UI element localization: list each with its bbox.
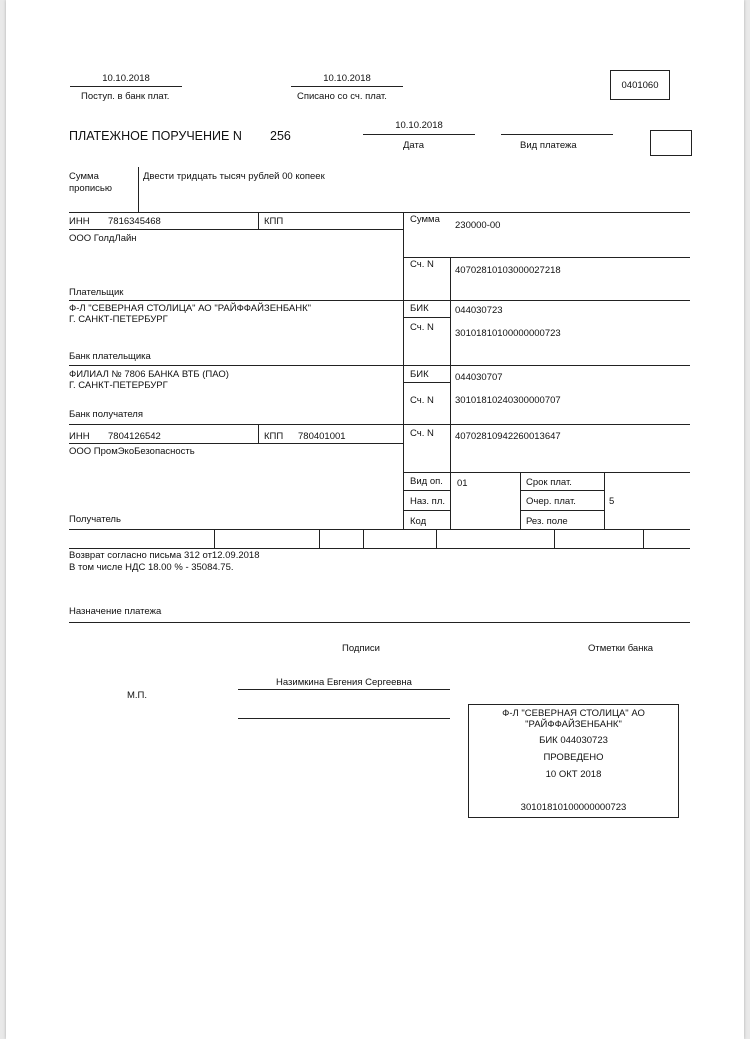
payer-bank-bik-label: БИК xyxy=(410,303,429,314)
payer-sum-label: Сумма xyxy=(410,214,440,225)
amount-words-label-2: прописью xyxy=(69,183,112,194)
bank-stamp-date: 10 ОКТ 2018 xyxy=(545,769,602,780)
signature-line-1 xyxy=(238,689,450,690)
purpose-label: Назначение платежа xyxy=(69,606,162,617)
amount-words-text: Двести тридцать тысяч рублей 00 копеек xyxy=(143,171,325,182)
bank-stamp-box xyxy=(468,704,679,818)
payee-inn-row-line xyxy=(69,443,403,444)
payee-bank-account: 30101810240300000707 xyxy=(455,395,561,406)
purpose-line-2: В том числе НДС 18.00 % - 35084.75. xyxy=(69,562,234,573)
payer-inn-kpp-divider xyxy=(258,212,259,229)
payment-type-box xyxy=(650,130,692,156)
codes-mid-divider xyxy=(520,472,521,529)
purpose-code-label: Наз. пл. xyxy=(410,496,445,507)
received-date-line xyxy=(70,86,182,87)
payer-inn-label: ИНН xyxy=(69,216,90,227)
bank-stamp-status: ПРОВЕДЕНО xyxy=(543,752,604,763)
cell-divider-6 xyxy=(643,529,644,548)
payer-inn: 7816345468 xyxy=(108,216,161,227)
payee-inn-kpp-divider xyxy=(258,424,259,443)
payee-label: Получатель xyxy=(69,514,121,525)
debited-date: 10.10.2018 xyxy=(323,73,371,84)
signatures-label: Подписи xyxy=(342,643,380,654)
payer-bank-name-2: Г. САНКТ-ПЕТЕРБУРГ xyxy=(69,314,168,325)
payee-bank-name-2: Г. САНКТ-ПЕТЕРБУРГ xyxy=(69,380,168,391)
payer-sum-line xyxy=(403,257,690,258)
bank-stamp-bik: БИК 044030723 xyxy=(539,735,608,746)
payee-inn: 7804126542 xyxy=(108,431,161,442)
document-title: ПЛАТЕЖНОЕ ПОРУЧЕНИЕ N xyxy=(69,129,242,143)
form-code: 0401060 xyxy=(621,80,659,91)
payee-account-label: Сч. N xyxy=(410,428,434,439)
payee-bank-name-1: ФИЛИАЛ № 7806 БАНКА ВТБ (ПАО) xyxy=(69,369,229,380)
payer-bank-account-label: Сч. N xyxy=(410,322,434,333)
payee-kpp-label: КПП xyxy=(264,431,284,442)
priority-label: Очер. плат. xyxy=(526,496,576,507)
received-date: 10.10.2018 xyxy=(102,73,150,84)
cell-divider-4 xyxy=(436,529,437,548)
debited-date-line xyxy=(291,86,403,87)
purpose-line-1: Возврат согласно письма 312 от12.09.2018 xyxy=(69,550,260,561)
bank-marks-label: Отметки банка xyxy=(588,643,654,654)
document-date: 10.10.2018 xyxy=(395,120,443,131)
payer-account: 40702810103000027218 xyxy=(455,265,561,276)
signature-line-2 xyxy=(238,718,450,719)
codes-right-divider xyxy=(604,472,605,529)
payment-order-page xyxy=(6,0,744,1039)
code-label: Код xyxy=(410,516,427,527)
amount-words-divider xyxy=(138,167,139,212)
form-code-box xyxy=(610,70,670,100)
payee-bank-label: Банк получателя xyxy=(69,409,143,420)
priority: 5 xyxy=(609,496,615,507)
bank-stamp-account: 30101810100000000723 xyxy=(520,802,627,813)
payee-bank-account-label: Сч. N xyxy=(410,395,434,406)
document-date-label: Дата xyxy=(403,140,425,151)
payment-type-label: Вид платежа xyxy=(520,140,577,151)
bank-stamp-line-1: Ф-Л "СЕВЕРНАЯ СТОЛИЦА" АО xyxy=(502,708,645,719)
payer-bank-section-line xyxy=(69,365,690,366)
payee-kpp: 780401001 xyxy=(298,431,346,442)
payer-section-line xyxy=(69,300,690,301)
payer-bank-account: 30101810100000000723 xyxy=(455,328,561,339)
payee-bank-bik-label: БИК xyxy=(410,369,429,380)
cell-divider-1 xyxy=(214,529,215,548)
payee-bank-bik: 044030707 xyxy=(455,372,503,383)
payer-label: Плательщик xyxy=(69,287,124,298)
stamp-label: М.П. xyxy=(127,690,148,701)
payer-sum: 230000-00 xyxy=(455,220,501,231)
received-label: Поступ. в банк плат. xyxy=(81,91,170,102)
debited-label: Списано со сч. плат. xyxy=(297,91,387,102)
payment-type-line xyxy=(501,134,613,135)
cell-divider-2 xyxy=(319,529,320,548)
payee-bank-bik-line xyxy=(403,382,450,383)
priority-line xyxy=(520,510,604,511)
bank-stamp-line-2: "РАЙФФАЙЗЕНБАНК" xyxy=(525,719,622,730)
payer-bank-bik-line xyxy=(403,317,450,318)
payer-account-label: Сч. N xyxy=(410,259,434,270)
payee-account: 40702810942260013647 xyxy=(455,431,561,442)
section-line-top xyxy=(69,212,690,213)
cell-divider-5 xyxy=(554,529,555,548)
document-date-line xyxy=(363,134,475,135)
op-type-label: Вид оп. xyxy=(410,476,443,487)
op-type: 01 xyxy=(457,478,468,489)
codes-left-divider xyxy=(450,257,451,529)
signer-name: Назимкина Евгения Сергеевна xyxy=(276,677,412,688)
reserve-label: Рез. поле xyxy=(526,516,568,527)
main-vertical-divider xyxy=(403,212,404,529)
cells-row-top xyxy=(69,529,690,530)
amount-words-label-1: Сумма xyxy=(69,171,99,182)
term-line xyxy=(520,490,604,491)
cell-divider-3 xyxy=(363,529,364,548)
payer-bank-name-1: Ф-Л "СЕВЕРНАЯ СТОЛИЦА" АО "РАЙФФАЙЗЕНБАНК" xyxy=(69,303,312,314)
payer-inn-row-line xyxy=(69,229,403,230)
payee-bank-section-line xyxy=(69,424,690,425)
payer-kpp-label: КПП xyxy=(264,216,284,227)
purpose-line xyxy=(69,622,690,623)
payer-bank-label: Банк плательщика xyxy=(69,351,151,362)
payee-inn-label: ИНН xyxy=(69,431,90,442)
term-label: Срок плат. xyxy=(526,477,572,488)
payer-name: ООО ГолдЛайн xyxy=(69,233,137,244)
document-number: 256 xyxy=(270,129,291,143)
op-type-line xyxy=(403,490,450,491)
purpose-code-line xyxy=(403,510,450,511)
payer-bank-bik: 044030723 xyxy=(455,305,503,316)
cells-row-bottom xyxy=(69,548,690,549)
payee-name: ООО ПромЭкоБезопасность xyxy=(69,446,195,457)
codes-top-line xyxy=(403,472,690,473)
